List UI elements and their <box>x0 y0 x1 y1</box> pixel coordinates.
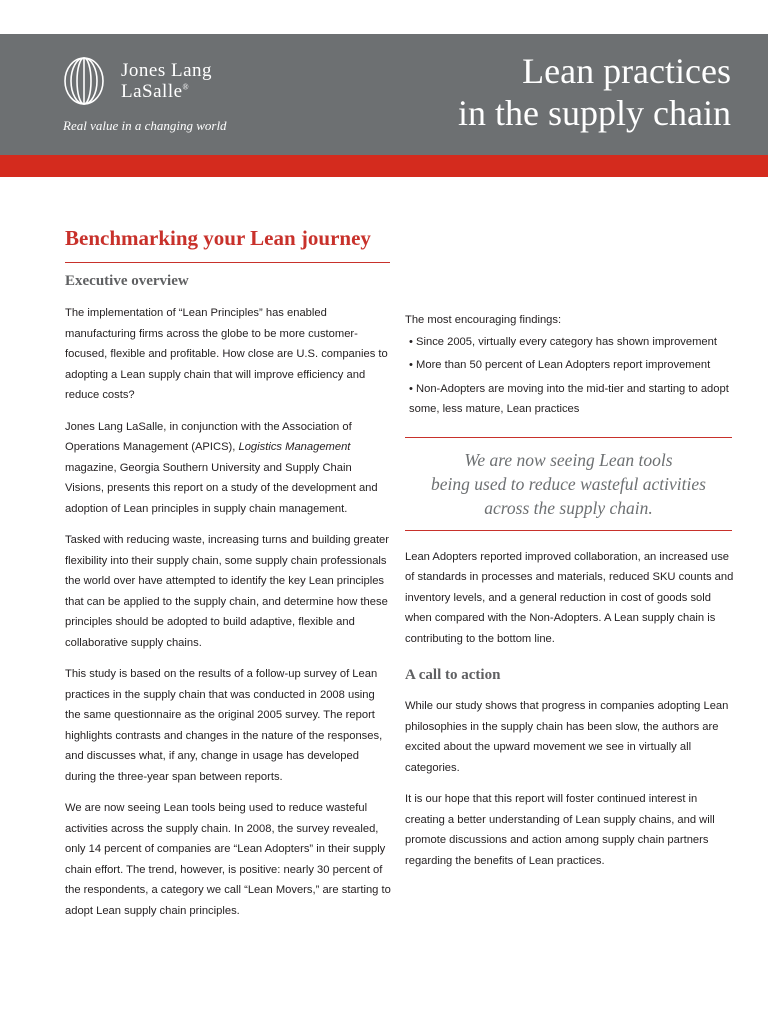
overview-paragraph-1: The implementation of “Lean Principles” has enabled manufacturing firms across the globe to be more customer-focused, flexible and profitable. How close are U.S. companies to adopting a Lean supply chain that will improve efficiency and reduce costs? <box>65 307 388 401</box>
overview-paragraph-2: Jones Lang LaSalle, in conjunction with the Association of Operations Management (APICS), Logistics Management magazine, Georgia Southern University and Supply Chain Visions, presents this report on a study of the development and adoption of Lean principles in supply chain management. <box>65 420 378 515</box>
call-to-action-heading: A call to action <box>405 667 501 683</box>
overview-paragraph-5: We are now seeing Lean tools being used to reduce wasteful activities across the supply chain. In 2008, the survey revealed, only 14 percent of companies are “Lean Adopters” in their supply chain effort. The trend, however, is positive: nearly 30 percent of the respondents, a category we call “Lean Movers,” are starting to adopt Lean supply chain principles. <box>65 802 391 917</box>
overview-paragraph-4: This study is based on the results of a follow-up survey of Lean practices in the supply chain that was conducted in 2008 using the same questionnaire as the original 2005 survey. The report highlights contrasts and changes in the nature of the responses, and discusses what, if any, change in usage has developed during the three-year span between reports. <box>65 668 383 783</box>
pull-quote <box>405 437 732 531</box>
pull-quote-line1: We are now seeing Lean tools <box>464 449 673 470</box>
list-item: • Non-Adopters are moving into the mid-tier and starting to adopt some, less mature, Lean practices <box>409 382 729 415</box>
cta-paragraph-2: It is our hope that this report will foster continued interest in creating a better understanding of Lean supply chains, and will promote discussions and action among supply chain partners regarding the benefits of Lean practices. <box>405 793 715 867</box>
cta-paragraph-1: While our study shows that progress in companies adopting Lean philosophies in the supply chain has been slow, the authors are excited about the upward movement we see in virtually all categories. <box>405 700 729 774</box>
jll-lines-icon <box>63 56 105 106</box>
pull-quote-line3: across the supply chain. <box>484 497 653 518</box>
header-accent-bar <box>0 155 768 177</box>
adopters-paragraph: Lean Adopters reported improved collaboration, an increased use of standards in processes and materials, reduced SKU counts and inventory levels, and a general reduction in cost of goods sold when compared with the Non-Adopters. A Lean supply chain is contributing to the bottom line. <box>405 550 734 645</box>
list-item: • More than 50 percent of Lean Adopters report improvement <box>409 359 711 371</box>
brand-tagline: Real value in a changing world <box>63 118 227 133</box>
right-column <box>405 310 735 882</box>
pull-quote-line2: being used to reduce wasteful activities <box>431 473 706 494</box>
brand-name-line2: LaSalle® <box>121 81 190 102</box>
list-item: • Since 2005, virtually every category has shown improvement <box>409 335 717 348</box>
title-line2: in the supply chain <box>458 93 731 133</box>
findings-lead: The most encouraging findings: <box>405 314 562 326</box>
findings-list <box>409 332 735 420</box>
executive-overview-heading: Executive overview <box>65 273 189 289</box>
brand-name-line1: Jones Lang <box>121 60 213 81</box>
section-title: Benchmarking your Lean journey <box>65 226 390 263</box>
title-line1: Lean practices <box>522 51 731 91</box>
document-title <box>458 50 731 134</box>
overview-paragraph-3: Tasked with reducing waste, increasing turns and building greater flexibility into their supply chain, some supply chain professionals the world over have attempted to identify the key Lean principles that can be applied to the supply chain, and determine how these principles should be adopted to build adaptive, flexible and collaborative supply chains. <box>65 534 389 649</box>
left-column <box>65 226 393 932</box>
